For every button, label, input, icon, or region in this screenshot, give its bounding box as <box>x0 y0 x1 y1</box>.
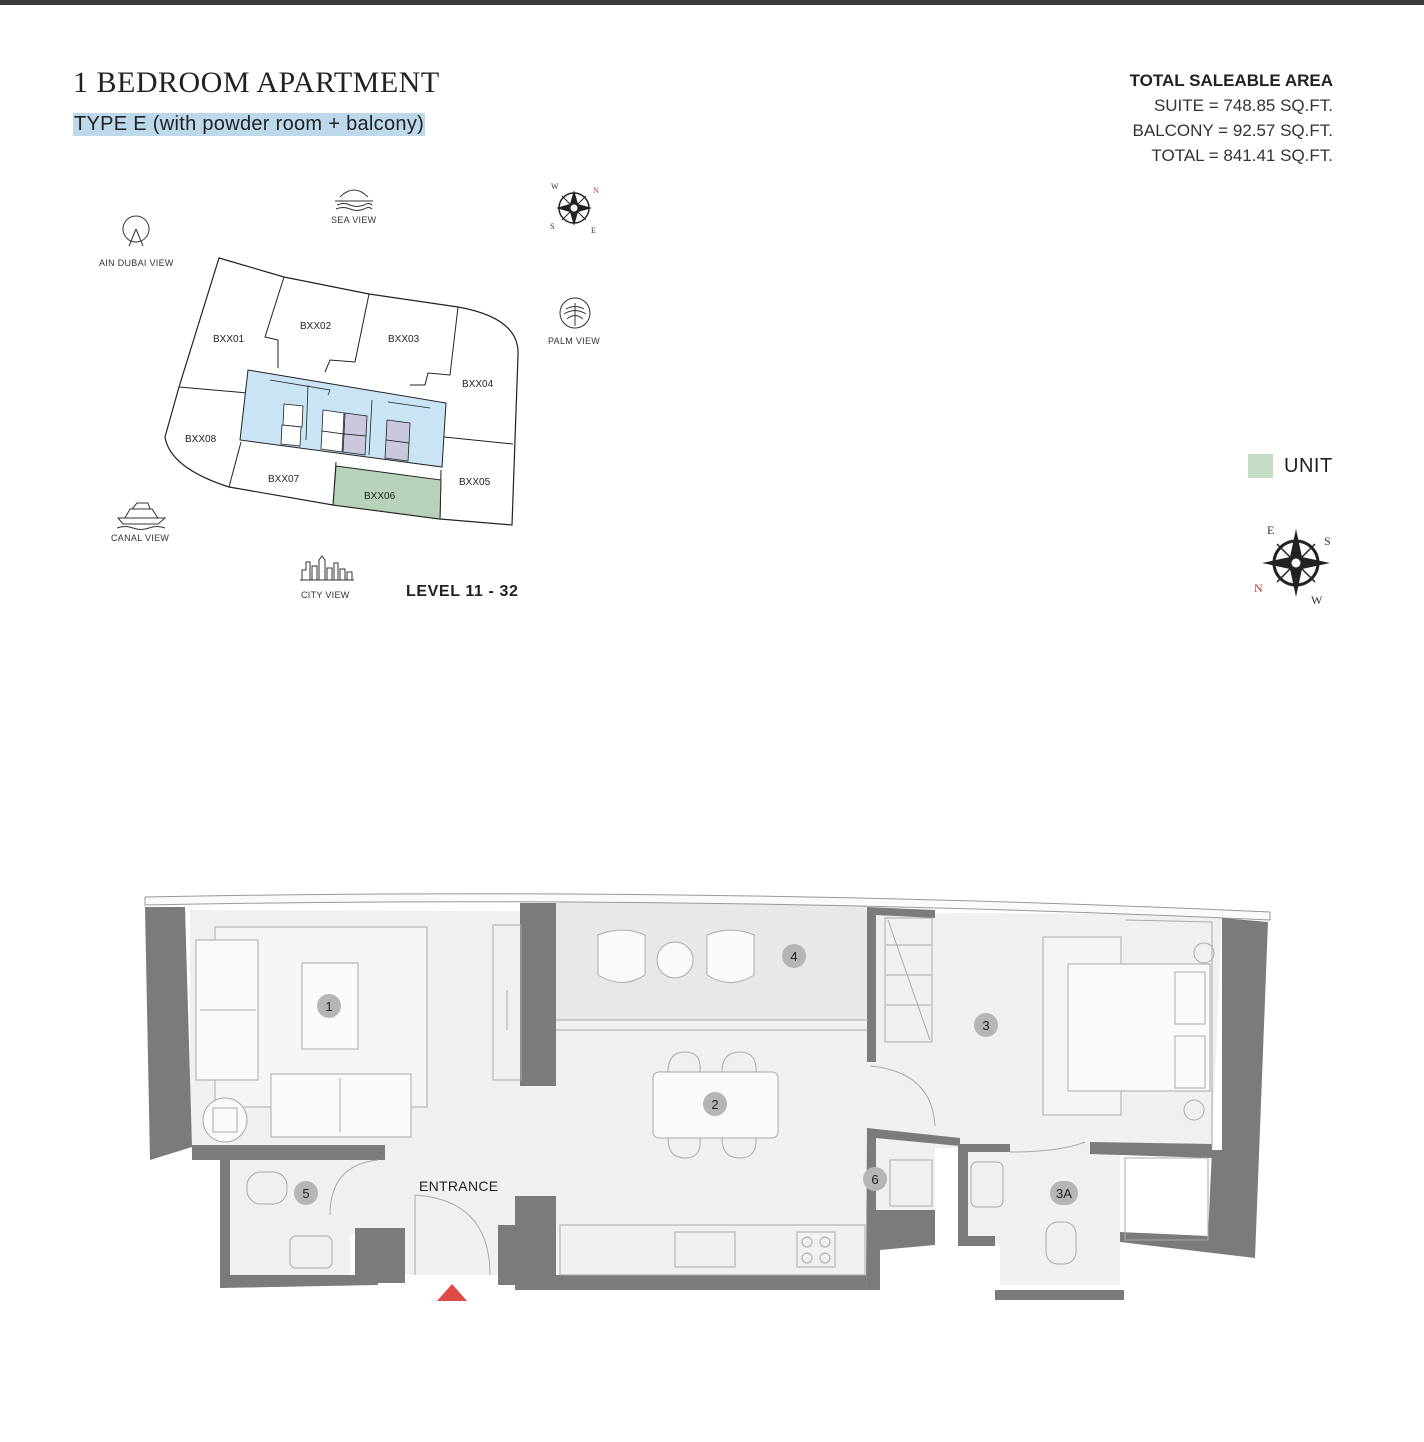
key-compass-w: W <box>551 182 559 191</box>
unit-label-bxx06: BXX06 <box>364 491 396 502</box>
city-view-label: CITY VIEW <box>301 590 350 600</box>
canal-view-label: CANAL VIEW <box>111 533 170 543</box>
key-compass-s: S <box>550 222 555 231</box>
room-marker-3a: 3A <box>1056 1186 1072 1201</box>
balcony-table <box>657 942 693 978</box>
unit-label-bxx01: BXX01 <box>213 334 245 345</box>
city-view-icon <box>300 556 354 580</box>
palm-view-icon <box>560 298 590 328</box>
main-compass-w: W <box>1311 593 1323 607</box>
unit-label-bxx05: BXX05 <box>459 477 491 488</box>
unit-label-bxx02: BXX02 <box>300 321 332 332</box>
room-marker-1: 1 <box>325 999 333 1014</box>
unit-legend <box>1248 454 1333 478</box>
page-title: 1 BEDROOM APARTMENT <box>73 66 440 99</box>
balcony-chair-left <box>598 930 645 983</box>
ain-dubai-view-label: AIN DUBAI VIEW <box>99 258 174 268</box>
unit-label-bxx03: BXX03 <box>388 334 420 345</box>
palm-view-label: PALM VIEW <box>548 336 601 346</box>
sea-view-label: SEA VIEW <box>331 215 377 225</box>
entrance-label: ENTRANCE <box>419 1178 499 1194</box>
page-subtitle: TYPE E (with powder room + balcony) <box>74 113 425 135</box>
side-table <box>203 1098 247 1142</box>
key-compass-n: N <box>593 186 599 195</box>
entrance-arrow-icon <box>437 1284 467 1301</box>
area-balcony: BALCONY = 92.57 SQ.FT. <box>1132 121 1333 140</box>
area-suite: SUITE = 748.85 SQ.FT. <box>1153 96 1333 115</box>
main-compass-s: S <box>1324 534 1331 548</box>
balcony-chair-right <box>707 930 754 983</box>
main-compass-icon <box>1262 529 1330 597</box>
unit-legend-label: UNIT <box>1284 454 1333 477</box>
main-compass-n: N <box>1254 581 1263 595</box>
unit-legend-swatch <box>1248 454 1273 478</box>
sea-view-icon <box>335 190 373 211</box>
shower <box>1125 1158 1208 1240</box>
ain-dubai-icon <box>123 216 149 246</box>
sofa-bottom <box>271 1074 411 1137</box>
room-marker-2: 2 <box>711 1097 719 1112</box>
room-marker-5: 5 <box>302 1186 310 1201</box>
unit-label-bxx04: BXX04 <box>462 379 494 390</box>
area-total: TOTAL = 841.41 SQ.FT. <box>1151 146 1333 165</box>
main-compass-e: E <box>1267 523 1275 537</box>
level-label: LEVEL 11 - 32 <box>406 583 519 600</box>
bed <box>1068 964 1210 1091</box>
room-marker-4: 4 <box>790 949 798 964</box>
key-compass-e: E <box>591 226 596 235</box>
unit-label-bxx08: BXX08 <box>185 434 217 445</box>
room-marker-6: 6 <box>871 1172 879 1187</box>
area-heading: TOTAL SALEABLE AREA <box>1129 71 1333 90</box>
unit-label-bxx07: BXX07 <box>268 474 300 485</box>
canal-view-icon <box>117 503 165 530</box>
key-plan-compass-icon <box>556 190 592 226</box>
room-marker-3: 3 <box>982 1018 990 1033</box>
